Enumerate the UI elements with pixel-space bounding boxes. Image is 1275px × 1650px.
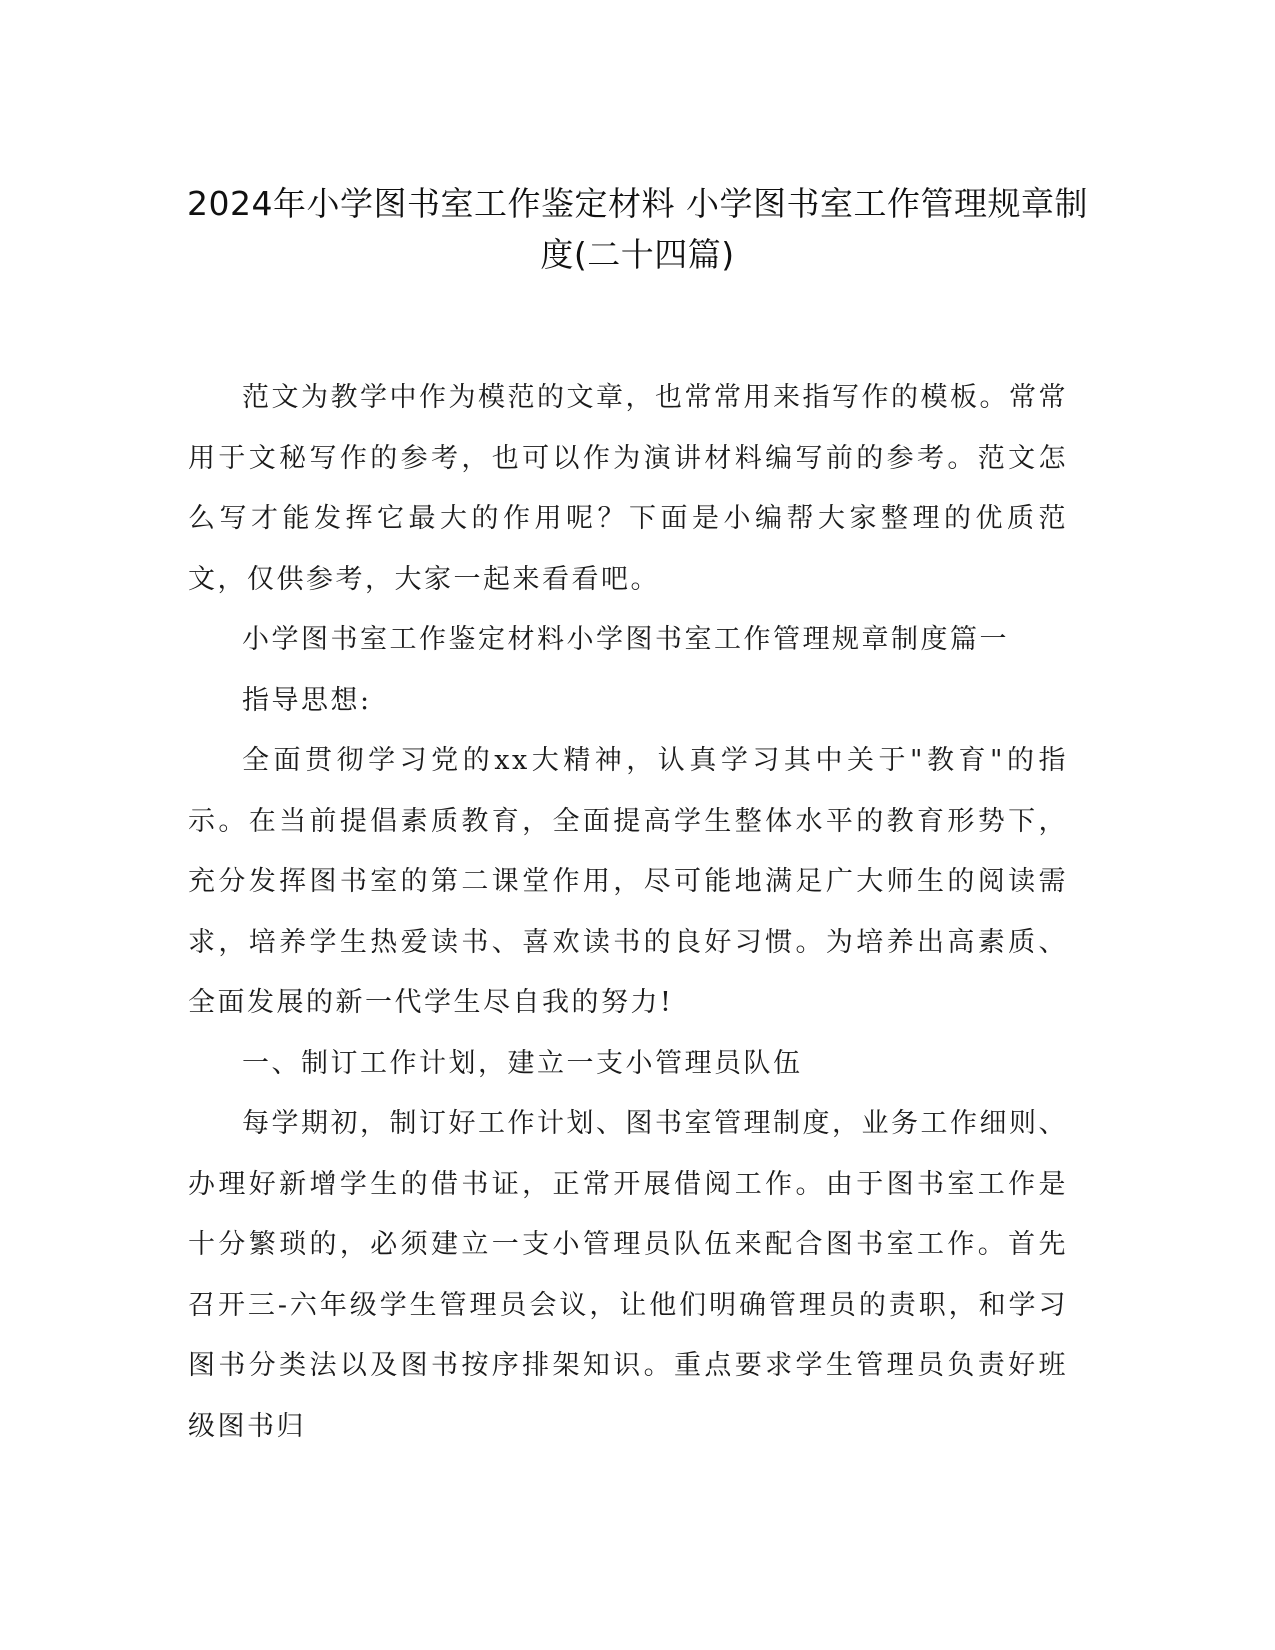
document-title [120,178,1155,280]
subheading-work-plan: 一、制订工作计划，建立一支小管理员队伍 [242,1047,803,1079]
work-plan-paragraph: 每学期初，制订好工作计划、图书室管理制度，业务工作细则、办理好新增学生的借书证，正常开展借阅工作。由于图书室工作是十分繁琐的，必须建立一支小管理员队伍来配合图书室工作。首先召开三-六年级学生管理员会议，让他们明确管理员的责职，和学习图书分类法以及图书按序排架知识。重点要求学生管理员负责好班级图书归 [188,1108,1068,1442]
intro-paragraph: 范文为教学中作为模范的文章，也常常用来指写作的模板。常常用于文秘写作的参考，也可以作为演讲材料编写前的参考。范文怎么写才能发挥它最大的作用呢？下面是小编帮大家整理的优质范文，仅供参考，大家一起来看看吧。 [188,382,1068,595]
subheading-guiding-ideology: 指导思想: [242,684,372,716]
title-line-1: 2024年小学图书室工作鉴定材料 小学图书室工作管理规章制 [187,184,1088,223]
section-heading-part-one: 小学图书室工作鉴定材料小学图书室工作管理规章制度篇一 [242,624,1009,655]
guiding-ideology-paragraph: 全面贯彻学习党的xx大精神，认真学习其中关于"教育"的指示。在当前提倡素质教育，全面提高学生整体水平的教育形势下，充分发挥图书室的第二课堂作用，尽可能地满足广大师生的阅读需求，培养学生热爱读书、喜欢读书的良好习惯。为培养出高素质、全面发展的新一代学生尽自我的努力! [188,745,1068,1018]
title-line-2: 度(二十四篇) [540,235,735,274]
document-body [188,368,1068,1457]
